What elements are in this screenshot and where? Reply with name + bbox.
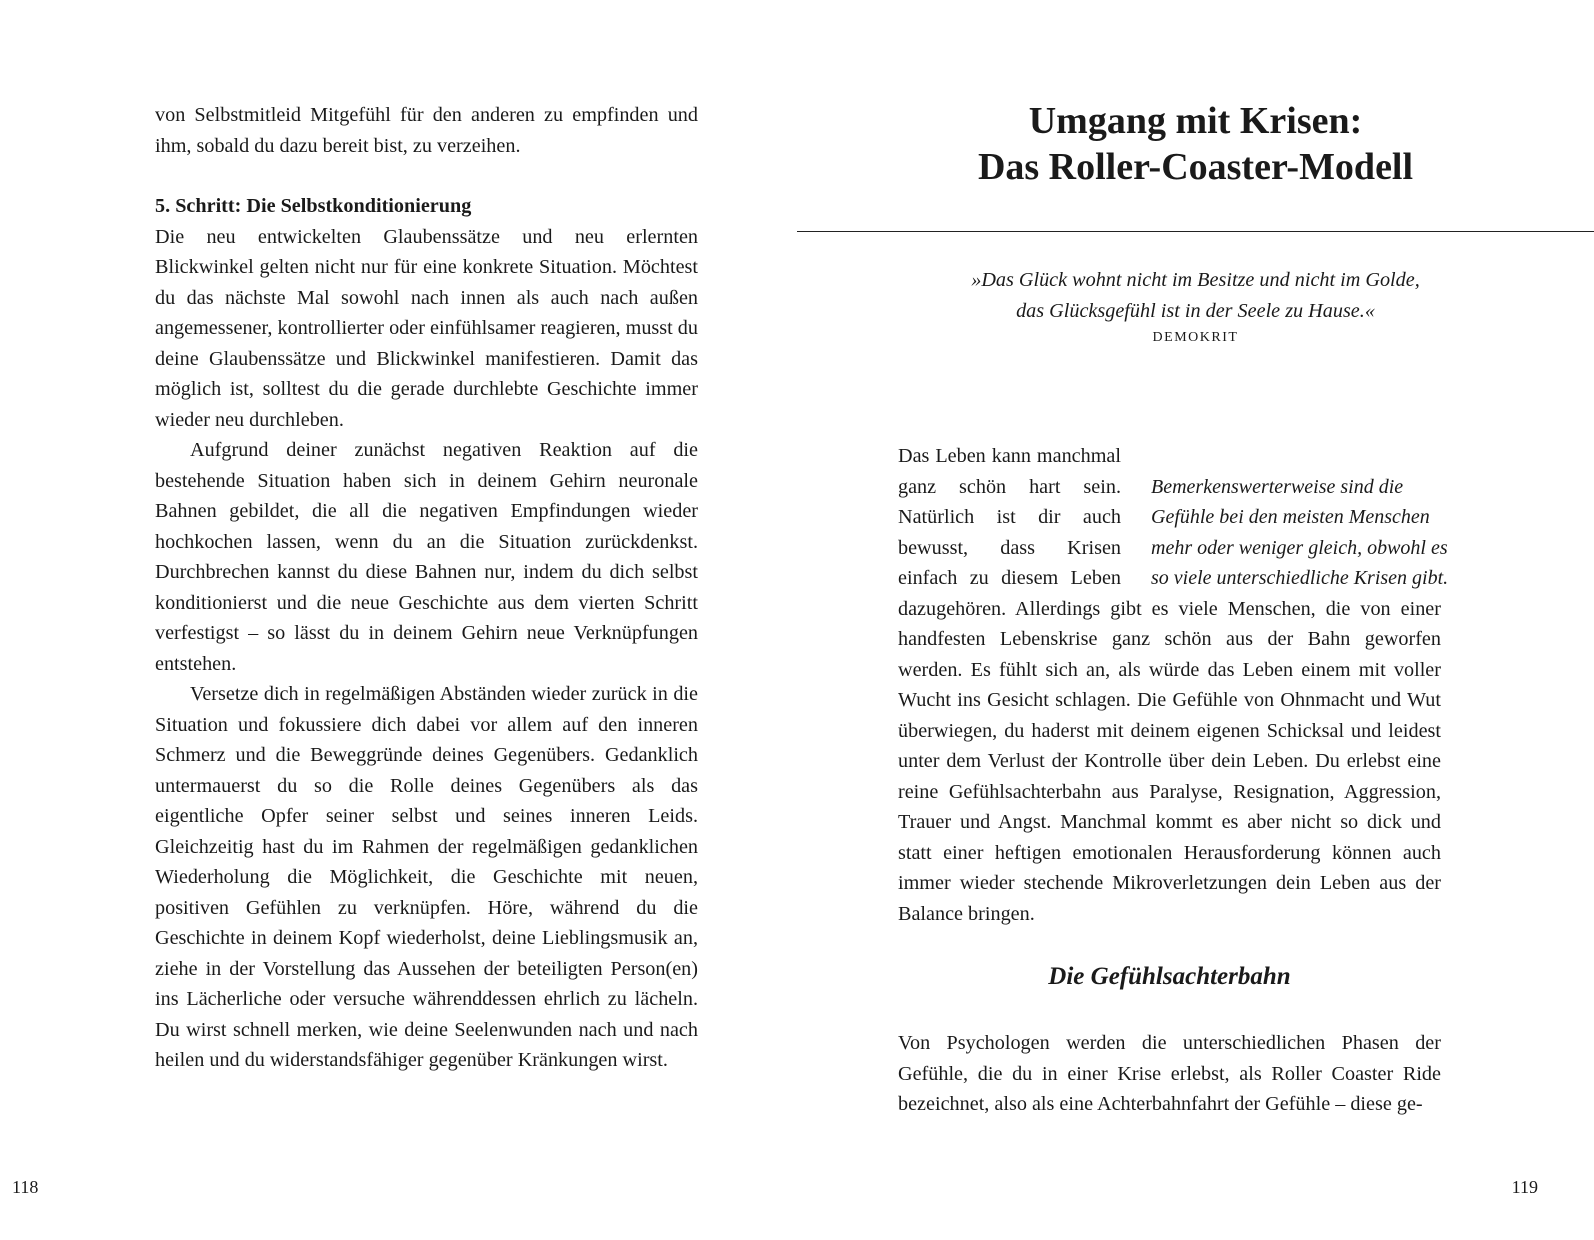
pull-quote-line: mehr oder weniger gleich, obwohl es (1151, 536, 1448, 559)
pull-quote (1151, 472, 1449, 594)
left-text-column (155, 100, 698, 1076)
epigraph (797, 265, 1594, 346)
body-paragraph: Die neu entwickelten Glaubenssätze und neu erlernten Blickwinkel gelten nicht nur für eine konkrete Situation. Möchtest du das nächste Mal sowohl nach innen als auch nach außen angemessener, kontrollierter oder einfühlsamer reagieren, musst du deine Glaubenssätze und Blickwinkel manifestieren. Damit das möglich ist, solltest du die gerade durchlebte Geschichte immer wieder neu durchleben. (155, 225, 698, 431)
pull-quote-line: Bemerkenswerterweise sind die (1151, 475, 1404, 498)
page-number-right: 119 (1511, 1177, 1538, 1197)
body-paragraph-text: Das Leben kann manchmal ganz schön hart sein. Natürlich ist dir auch bewusst, dass Krisen einfach zu diesem Leben dazugehören. Allerdings gibt es viele Menschen, die von einer handfesten Lebenskrise ganz schön aus der Bahn geworfen werden. Es fühlt sich an, als würde das Leben einem mit voller Wucht ins Gesicht schlagen. Die Gefühle von Ohnmacht und Wut überwiegen, du haderst mit deinem eigenen Schicksal und leidest unter dem Verlust der Kontrolle über dein Leben. Du erlebst eine reine Gefühlsachterbahn aus Paralyse, Resignation, Aggression, Trauer und Angst. Manchmal kommt es aber nicht so dick und statt einer heftigen emotionalen Herausforderung können auch immer wieder stechende Mikroverletzungen dein Leben aus der Balance bringen. (898, 445, 1441, 925)
section-heading: 5. Schritt: Die Selbstkonditionierung (155, 195, 472, 217)
title-divider (797, 231, 1594, 232)
pull-quote-line: Gefühle bei den meisten Menschen (1151, 506, 1430, 528)
page-number-left: 118 (12, 1177, 39, 1197)
chapter-title (797, 98, 1594, 190)
chapter-title-line: Umgang mit Krisen: (1028, 100, 1363, 142)
chapter-title-line: Das Roller-Coaster-Modell (977, 146, 1414, 188)
intro-paragraph: von Selbstmitleid Mitgefühl für den anderen zu empfinden und ihm, sobald du dazu bereit bist, zu verzeihen. (155, 104, 698, 157)
right-text-column (898, 441, 1449, 929)
body-paragraph: Versetze dich in regelmäßigen Abständen wieder zurück in die Situation und fokussiere dich dabei vor allem auf den inneren Schmerz und die Beweggründe deines Gegenübers. Gedanklich untermauerst du so die Rolle deines Gegenübers als das eigentliche Opfer seiner selbst und seines inneren Leids. Gleichzeitig hast du im Rahmen der regelmäßigen gedanklichen Wiederholung die Möglichkeit, die Geschichte mit neuen, positiven Gefühlen zu verknüpfen. Höre, während du die Geschichte in deinem Kopf wiederholst, deine Lieblingsmusik an, ziehe in der Vorstellung das Aussehen der beteiligten Person(en) ins Lächerliche oder versuche währenddessen ehrlich zu lächeln. Du wirst schnell merken, wie deine Seelenwunden nach und nach heilen und du widerstandsfähiger gegenüber Kränkungen wirst. (155, 683, 698, 1071)
epigraph-author: DEMOKRIT (1152, 330, 1239, 345)
body-paragraph (898, 441, 1449, 929)
epigraph-line: »Das Glück wohnt nicht im Besitze und nicht im Golde, (971, 269, 1420, 291)
right-page (797, 0, 1594, 1240)
epigraph-line: das Glücksgefühl ist in der Seele zu Hause.« (1016, 299, 1375, 322)
subheading: Die Gefühlsachterbahn (1048, 963, 1291, 990)
body-paragraph: Von Psychologen werden die unterschiedlichen Phasen der Gefühle, die du in einer Krise erlebst, als Roller Coaster Ride bezeichnet, also als eine Achterbahnfahrt der Gefühle – diese ge- (898, 1032, 1441, 1115)
right-text-column-2 (898, 1028, 1441, 1120)
pull-quote-line: so viele unterschiedliche Krisen gibt. (1151, 567, 1449, 589)
body-paragraph: Aufgrund deiner zunächst negativen Reaktion auf die bestehende Situation haben sich in deinem Gehirn neuronale Bahnen gebildet, die all die negativen Empfindungen wieder hochkochen lassen, wenn du an die Situation zurückdenkst. Durchbrechen kannst du diese Bahnen nur, indem du dich selbst konditionierst und die neue Geschichte aus dem vierten Schritt verfestigst – so lässt du in deinem Gehirn neue Verknüpfungen entstehen. (155, 439, 698, 675)
